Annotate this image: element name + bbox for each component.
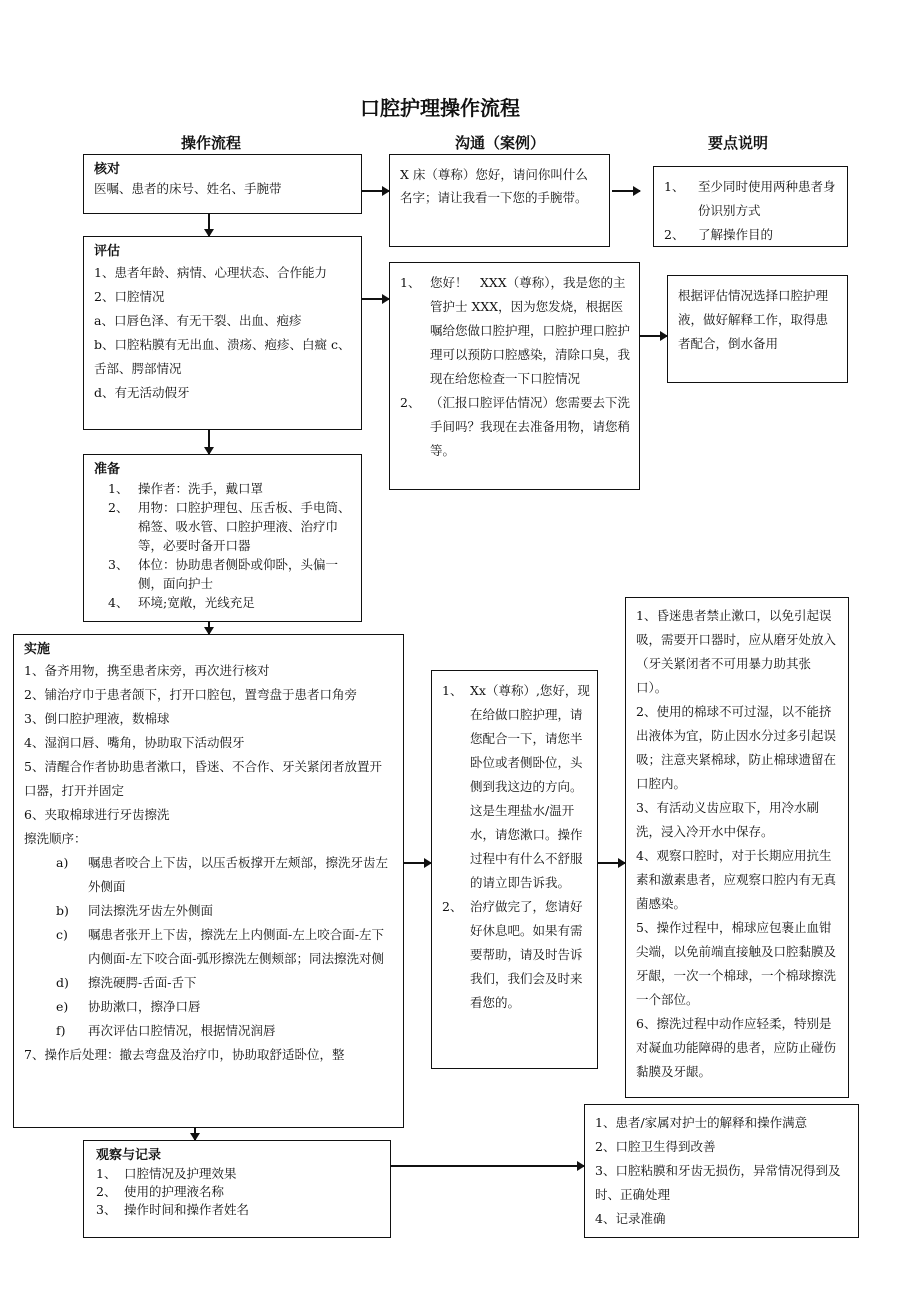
- item-text: （汇报口腔评估情况）您需要去下洗手间吗？我现在去准备用物，请您稍等。: [430, 395, 631, 458]
- comm-implement-box: [431, 670, 598, 1069]
- item-number: a): [56, 855, 69, 870]
- assess-box: [83, 236, 362, 430]
- observe-heading: 观察与记录: [96, 1148, 162, 1163]
- list-item: [108, 555, 351, 593]
- item-number: 1、: [400, 275, 421, 290]
- item-text: 至少同时使用两种患者身份识别方式: [698, 179, 836, 218]
- item-text: 了解操作目的: [698, 227, 774, 242]
- text-line: d、有无活动假牙: [94, 385, 190, 400]
- text-line: b、口腔粘膜有无出血、溃疡、疱疹、白癍 c、舌部、腭部情况: [94, 337, 351, 376]
- item-number: 2、: [442, 899, 463, 914]
- implement-box: [13, 634, 404, 1128]
- page-title: 口腔护理操作流程: [360, 96, 520, 120]
- arrow-assess-to-comm: [362, 298, 389, 300]
- item-text: 嘱患者咬合上下齿，以压舌板撑开左颊部，擦洗牙齿左外侧面: [88, 855, 389, 894]
- item-text: 使用的护理液名称: [124, 1184, 225, 1199]
- key-verify-box: [653, 166, 848, 247]
- prepare-heading: 准备: [94, 462, 121, 477]
- arrow-comm-to-key-assess: [640, 335, 667, 337]
- item-number: e): [56, 999, 69, 1014]
- text-lines: [636, 604, 838, 1084]
- item-text: 用物：口腔护理包、压舌板、手电筒、棉签、吸水管、口腔护理液、治疗巾等，必要时备开口器: [138, 500, 351, 553]
- text-line: 1、备齐用物，携至患者床旁，再次进行核对: [24, 663, 270, 678]
- outcome-box: [584, 1104, 859, 1238]
- list-item: [442, 895, 591, 1015]
- text-line: 4、记录准确: [595, 1211, 666, 1226]
- comm-assess-box: [389, 262, 640, 490]
- text-line: 2、口腔情况: [94, 289, 165, 304]
- list-item: [96, 1183, 378, 1201]
- item-text: 操作时间和操作者姓名: [124, 1202, 250, 1217]
- numbered-list: [94, 479, 351, 612]
- item-number: 2、: [664, 227, 685, 242]
- text-line: 3、倒口腔护理液，数棉球: [24, 711, 170, 726]
- item-text: 体位：协助患者侧卧或仰卧，头偏一侧，面向护士: [138, 557, 339, 591]
- text-line: 擦洗顺序：: [24, 831, 87, 846]
- item-number: 3、: [108, 557, 129, 572]
- item-number: 1、: [96, 1166, 117, 1181]
- text-line: 5、操作过程中，棉球应包裹止血钳尖端，以免前端直接触及口腔黏膜及牙龈，一次一个棉球，一个棉球擦洗一个部位。: [636, 920, 837, 1007]
- item-text: Xx（尊称）,您好，现在给做口腔护理，请您配合一下，请您半卧位或者侧卧位，头侧到我这边的方向。这是生理盐水/温开水，请您漱口。操作过程中有什么不舒服的请立即告诉我。: [470, 683, 590, 890]
- text-lines: [24, 659, 393, 851]
- text-lines: [400, 163, 599, 209]
- text-lines: [94, 261, 351, 405]
- numbered-list: [96, 1165, 378, 1219]
- numbered-list: [400, 271, 631, 463]
- list-item: [56, 971, 393, 995]
- text-line: 医嘱、患者的床号、姓名、手腕带: [94, 181, 282, 196]
- list-item: [442, 679, 591, 895]
- list-item: [56, 1019, 393, 1043]
- numbered-list: [442, 679, 591, 1015]
- list-item: [56, 995, 393, 1019]
- verify-box: [83, 154, 362, 214]
- text-line: 2、铺治疗巾于患者颌下，打开口腔包，置弯盘于患者口角旁: [24, 687, 357, 702]
- text-line: 2、口腔卫生得到改善: [595, 1139, 716, 1154]
- text-line: 4、湿润口唇、嘴角，协助取下活动假牙: [24, 735, 245, 750]
- item-text: 治疗做完了，您请好好休息吧。如果有需要帮助，请及时告诉我们，我们会及时来看您的。: [470, 899, 583, 1010]
- item-number: f): [56, 1023, 66, 1038]
- text-line: 5、清醒合作者协助患者漱口，昏迷、不合作、牙关紧闭者放置开口器，打开并固定: [24, 759, 382, 798]
- list-item: [400, 391, 631, 463]
- item-number: 1、: [108, 481, 129, 496]
- observe-box: [83, 1140, 391, 1238]
- item-number: 3、: [96, 1202, 117, 1217]
- arrow-verify-to-comm: [362, 190, 389, 192]
- text-lines: [595, 1111, 848, 1231]
- item-text: 协助漱口，擦净口唇: [88, 999, 201, 1014]
- text-line: 1、患者/家属对护士的解释和操作满意: [595, 1115, 808, 1130]
- item-number: c): [56, 927, 68, 942]
- list-item: [96, 1201, 378, 1219]
- list-item: [400, 271, 631, 391]
- text-lines: [24, 1043, 393, 1067]
- arrow-implement-to-observe: [194, 1128, 196, 1140]
- key-implement-box: [625, 597, 849, 1098]
- item-number: 2、: [400, 395, 421, 410]
- text-line: 6、夹取棉球进行牙齿擦洗: [24, 807, 170, 822]
- comm-verify-box: [389, 154, 610, 247]
- item-text: 口腔情况及护理效果: [124, 1166, 237, 1181]
- text-line: 4、观察口腔时，对于长期应用抗生素和激素患者，应观察口腔内有无真菌感染。: [636, 848, 837, 911]
- text-lines: [94, 179, 351, 199]
- column-header-communication: 沟通（案例）: [454, 134, 546, 152]
- item-text: 再次评估口腔情况，根据情况润唇: [88, 1023, 276, 1038]
- text-line: a、口唇色泽、有无干裂、出血、疱疹: [94, 313, 302, 328]
- item-text: 操作者：洗手，戴口罩: [138, 481, 264, 496]
- item-number: 2、: [108, 500, 129, 515]
- item-number: b): [56, 903, 69, 918]
- item-text: 环境;宽敞，光线充足: [138, 595, 255, 610]
- item-text: 擦洗硬腭-舌面-舌下: [88, 975, 197, 990]
- text-line: 根据评估情况选择口腔护理液，做好解释工作，取得患者配合，倒水备用: [678, 288, 829, 351]
- arrow-observe-to-outcome: [391, 1165, 584, 1167]
- item-number: 2、: [96, 1184, 117, 1199]
- arrow-prepare-to-implement: [208, 622, 210, 634]
- text-line: 7、操作后处理：撤去弯盘及治疗巾，协助取舒适卧位，整: [24, 1047, 345, 1062]
- prepare-box: [83, 454, 362, 622]
- arrow-assess-to-prepare: [208, 430, 210, 454]
- item-number: d): [56, 975, 69, 990]
- item-text: 同法擦洗牙齿左外侧面: [88, 903, 214, 918]
- column-header-key-points: 要点说明: [707, 134, 769, 152]
- text-line: 1、昏迷患者禁止漱口，以免引起误吸，需要开口器时，应从磨牙处放入（牙关紧闭者不可用暴力助其张口）。: [636, 608, 837, 695]
- column-header-procedure: 操作流程: [180, 134, 242, 152]
- text-lines: [678, 284, 837, 356]
- arrow-verify-to-assess: [208, 214, 210, 236]
- text-line: 2、使用的棉球不可过湿，以不能挤出液体为宜，防止因水分过多引起误吸；注意夹紧棉球，防止棉球遗留在口腔内。: [636, 704, 837, 791]
- arrow-implement-to-comm: [404, 862, 431, 864]
- list-item: [56, 923, 393, 971]
- list-item: [56, 899, 393, 923]
- implement-heading: 实施: [24, 642, 51, 657]
- list-item: [664, 175, 837, 223]
- list-item: [108, 479, 351, 498]
- item-text: 您好！ XXX（尊称），我是您的主管护士 XXX，因为您发烧，根据医嘱给您做口腔护理，口腔护理口腔护理可以预防口腔感染，清除口臭，我现在给您检查一下口腔情况: [430, 275, 631, 386]
- item-number: 1、: [664, 179, 685, 194]
- item-number: 4、: [108, 595, 129, 610]
- arrow-comm-to-key-verify: [612, 190, 640, 192]
- text-line: 3、有活动义齿应取下，用冷水刷洗，浸入冷开水中保存。: [636, 800, 819, 839]
- item-text: 嘱患者张开上下齿，擦洗左上内侧面-左上咬合面-左下内侧面-左下咬合面-弧形擦洗左侧颊部；同法擦洗对侧: [88, 927, 384, 966]
- key-assess-box: [667, 275, 848, 383]
- list-item: [664, 223, 837, 247]
- text-line: 1、患者年龄、病情、心理状态、合作能力: [94, 265, 327, 280]
- arrow-comm-to-key-implement: [598, 862, 625, 864]
- text-line: 3、口腔粘膜和牙齿无损伤，异常情况得到及时、正确处理: [595, 1163, 841, 1202]
- item-number: 1、: [442, 683, 463, 698]
- list-item: [96, 1165, 378, 1183]
- list-item: [108, 593, 351, 612]
- numbered-list: [664, 175, 837, 247]
- text-line: X 床（尊称）您好，请问你叫什么名字；请让我看一下您的手腕带。: [400, 167, 588, 205]
- text-line: 6、擦洗过程中动作应轻柔，特别是对凝血功能障碍的患者，应防止碰伤黏膜及牙龈。: [636, 1016, 837, 1079]
- assess-heading: 评估: [94, 244, 121, 259]
- numbered-list: [24, 851, 393, 1043]
- list-item: [56, 851, 393, 899]
- list-item: [108, 498, 351, 555]
- verify-heading: 核对: [94, 162, 121, 177]
